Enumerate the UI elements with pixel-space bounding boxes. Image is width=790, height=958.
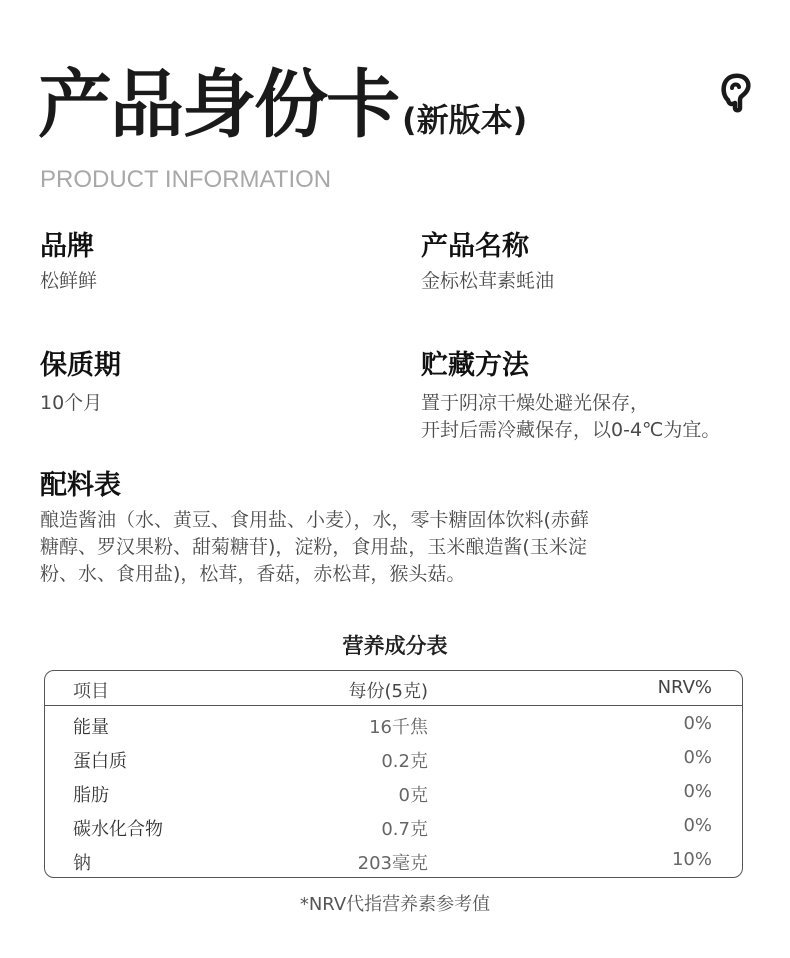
storage-label: 贮藏方法 [421, 350, 529, 381]
table-row [45, 707, 742, 741]
page-title-row [38, 62, 528, 148]
brand-label: 品牌 [40, 231, 94, 262]
row-per-serving: 203毫克 [357, 853, 428, 874]
ingredients-line: 糖醇、罗汉果粉、甜菊糖苷)，淀粉，食用盐，玉米酿造酱(玉米淀 [40, 536, 587, 558]
page-subtitle: PRODUCT INFORMATION [40, 166, 332, 193]
shelf-life-label: 保质期 [40, 350, 121, 381]
row-nrv: 0% [683, 747, 712, 768]
header-nrv: NRV% [657, 677, 712, 698]
shelf-life-value: 10个月 [40, 392, 103, 414]
row-nrv: 10% [671, 849, 712, 870]
ingredients-line: 酿造酱油（水、黄豆、食用盐、小麦），水，零卡糖固体饮料(赤藓 [40, 509, 589, 531]
storage-value-line2: 开封后需冷藏保存，以0-4℃为宜。 [421, 419, 721, 441]
row-item: 钠 [73, 853, 91, 874]
row-per-serving: 0.7克 [381, 819, 428, 840]
brand-logo-icon [718, 70, 756, 114]
nutrition-table-title: 营养成分表 [342, 634, 448, 658]
table-row [45, 741, 742, 775]
header-item: 项目 [73, 681, 109, 702]
page-title-suffix: (新版本) [402, 101, 528, 139]
storage-value-line1: 置于阴凉干燥处避光保存， [421, 392, 650, 414]
row-item: 脂肪 [73, 785, 109, 806]
product-name-value: 金标松茸素蚝油 [421, 270, 555, 292]
header-per-serving: 每份(5克) [348, 681, 428, 702]
row-per-serving: 16千焦 [369, 717, 428, 738]
row-item: 能量 [73, 717, 109, 738]
ingredients-line: 粉、水、食用盐)，松茸，香菇，赤松茸，猴头菇。 [40, 563, 466, 585]
ingredients-text [40, 507, 730, 588]
row-item: 蛋白质 [73, 751, 127, 772]
table-row [45, 843, 742, 877]
row-nrv: 0% [683, 815, 712, 836]
row-per-serving: 0.2克 [381, 751, 428, 772]
table-row [45, 809, 742, 843]
table-header-divider [45, 705, 742, 706]
row-item: 碳水化合物 [73, 819, 163, 840]
page-title: 产品身份卡 [38, 62, 398, 148]
table-row [45, 775, 742, 809]
brand-value: 松鲜鲜 [40, 270, 98, 292]
row-per-serving: 0克 [398, 785, 428, 806]
row-nrv: 0% [683, 713, 712, 734]
row-nrv: 0% [683, 781, 712, 802]
nrv-footnote: *NRV代指营养素参考值 [299, 894, 491, 915]
product-name-label: 产品名称 [421, 231, 529, 262]
table-header-row [45, 671, 742, 705]
ingredients-label: 配料表 [40, 470, 121, 501]
nutrition-table [44, 670, 743, 878]
